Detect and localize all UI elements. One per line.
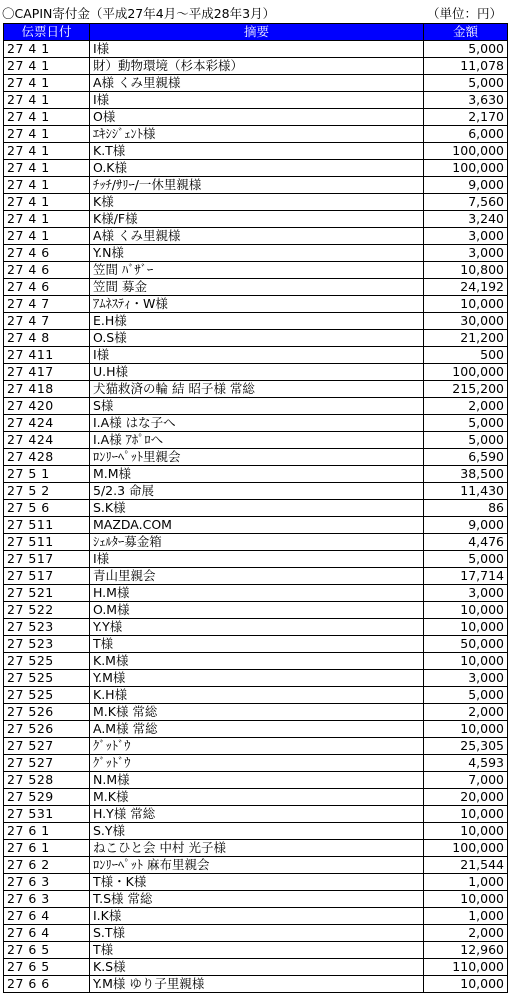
row-amount: 21,544: [424, 857, 508, 874]
row-date: 27 525: [4, 687, 90, 704]
row-date: 27 4 6: [4, 262, 90, 279]
table-row: [4, 704, 508, 721]
row-amount: 21,200: [424, 330, 508, 347]
row-amount: 1,000: [424, 908, 508, 925]
row-description: M.K様: [90, 789, 424, 806]
row-description: ｱﾑﾈｽﾃｨ・W様: [90, 296, 424, 313]
table-row: [4, 313, 508, 330]
table-row: [4, 908, 508, 925]
table-row: [4, 381, 508, 398]
row-date: 27 6 5: [4, 942, 90, 959]
row-description: Y.N様: [90, 245, 424, 262]
table-row: [4, 58, 508, 75]
table-row: [4, 823, 508, 840]
row-amount: 3,000: [424, 585, 508, 602]
row-amount: 2,000: [424, 398, 508, 415]
row-description: T様・K様: [90, 874, 424, 891]
table-row: [4, 398, 508, 415]
row-description: K様/F様: [90, 211, 424, 228]
row-description: K様: [90, 194, 424, 211]
table-row: [4, 228, 508, 245]
table-row: [4, 925, 508, 942]
row-description: O.M様: [90, 602, 424, 619]
row-amount: 110,000: [424, 959, 508, 976]
row-date: 27 5 1: [4, 466, 90, 483]
table-row: [4, 126, 508, 143]
row-date: 27 4 7: [4, 296, 90, 313]
table-row: [4, 789, 508, 806]
row-amount: 5,000: [424, 75, 508, 92]
header-row: [4, 24, 508, 41]
table-row: [4, 687, 508, 704]
table-row: [4, 755, 508, 772]
row-amount: 10,000: [424, 721, 508, 738]
table-row: [4, 670, 508, 687]
row-description: ｸﾞｯﾄﾞｳ: [90, 738, 424, 755]
unit-label: （単位：円）: [426, 6, 502, 21]
row-date: 27 528: [4, 772, 90, 789]
row-amount: 2,170: [424, 109, 508, 126]
table-row: [4, 262, 508, 279]
row-amount: 7,560: [424, 194, 508, 211]
table-row: [4, 976, 508, 993]
row-amount: 50,000: [424, 636, 508, 653]
row-description: K.H様: [90, 687, 424, 704]
row-description: I様: [90, 92, 424, 109]
table-row: [4, 330, 508, 347]
row-description: T様: [90, 636, 424, 653]
table-row: [4, 41, 508, 58]
table-row: [4, 636, 508, 653]
row-description: 笠間 ﾊﾞｻﾞｰ: [90, 262, 424, 279]
table-row: [4, 143, 508, 160]
row-date: 27 523: [4, 636, 90, 653]
column-header-amount: 金額: [424, 24, 508, 41]
row-amount: 6,000: [424, 126, 508, 143]
row-date: 27 525: [4, 653, 90, 670]
row-date: 27 517: [4, 551, 90, 568]
row-date: 27 517: [4, 568, 90, 585]
row-description: MAZDA.COM: [90, 517, 424, 534]
row-date: 27 521: [4, 585, 90, 602]
row-date: 27 4 1: [4, 194, 90, 211]
row-date: 27 420: [4, 398, 90, 415]
row-description: ｼｪﾙﾀｰ募金箱: [90, 534, 424, 551]
row-description: H.Y様 常総: [90, 806, 424, 823]
row-amount: 10,000: [424, 653, 508, 670]
row-amount: 38,500: [424, 466, 508, 483]
row-date: 27 4 6: [4, 279, 90, 296]
row-date: 27 4 6: [4, 245, 90, 262]
row-amount: 11,430: [424, 483, 508, 500]
table-row: [4, 942, 508, 959]
table-row: [4, 517, 508, 534]
row-description: I様: [90, 551, 424, 568]
row-amount: 10,000: [424, 976, 508, 993]
row-date: 27 511: [4, 517, 90, 534]
table-row: [4, 959, 508, 976]
row-description: M.M様: [90, 466, 424, 483]
row-amount: 20,000: [424, 789, 508, 806]
row-description: O.K様: [90, 160, 424, 177]
table-row: [4, 874, 508, 891]
row-description: S様: [90, 398, 424, 415]
row-date: 27 523: [4, 619, 90, 636]
row-description: Y.M様 ゆり子里親様: [90, 976, 424, 993]
row-amount: 10,000: [424, 296, 508, 313]
table-row: [4, 432, 508, 449]
row-date: 27 428: [4, 449, 90, 466]
row-amount: 100,000: [424, 364, 508, 381]
table-row: [4, 806, 508, 823]
row-date: 27 4 1: [4, 228, 90, 245]
row-amount: 3,000: [424, 228, 508, 245]
table-row: [4, 364, 508, 381]
table-row: [4, 483, 508, 500]
table-row: [4, 840, 508, 857]
row-date: 27 5 2: [4, 483, 90, 500]
row-amount: 25,305: [424, 738, 508, 755]
row-amount: 9,000: [424, 177, 508, 194]
row-date: 27 6 3: [4, 874, 90, 891]
row-description: O様: [90, 109, 424, 126]
title-row: [0, 6, 510, 22]
row-description: 犬猫救済の輪 結 昭子様 常総: [90, 381, 424, 398]
row-description: I様: [90, 347, 424, 364]
table-row: [4, 177, 508, 194]
row-amount: 5,000: [424, 432, 508, 449]
row-description: M.K様 常総: [90, 704, 424, 721]
row-amount: 10,000: [424, 602, 508, 619]
row-date: 27 6 1: [4, 840, 90, 857]
row-description: A様 くみ里親様: [90, 75, 424, 92]
row-description: K.S様: [90, 959, 424, 976]
table-row: [4, 619, 508, 636]
table-row: [4, 500, 508, 517]
row-description: S.Y様: [90, 823, 424, 840]
row-amount: 2,000: [424, 704, 508, 721]
row-description: T.S様 常総: [90, 891, 424, 908]
sheet-title: 〇CAPIN寄付金（平成27年4月～平成28年3月）: [2, 6, 276, 21]
row-amount: 86: [424, 500, 508, 517]
row-amount: 10,000: [424, 823, 508, 840]
row-amount: 5,000: [424, 687, 508, 704]
row-description: ﾛﾝﾘｰﾍﾟｯﾄ里親会: [90, 449, 424, 466]
row-date: 27 4 1: [4, 92, 90, 109]
row-date: 27 4 1: [4, 58, 90, 75]
row-amount: 4,593: [424, 755, 508, 772]
row-date: 27 4 1: [4, 143, 90, 160]
row-amount: 11,078: [424, 58, 508, 75]
table-row: [4, 738, 508, 755]
table-row: [4, 891, 508, 908]
row-description: 笠間 募金: [90, 279, 424, 296]
row-date: 27 4 1: [4, 109, 90, 126]
row-description: U.H様: [90, 364, 424, 381]
row-date: 27 527: [4, 738, 90, 755]
table-row: [4, 109, 508, 126]
row-date: 27 525: [4, 670, 90, 687]
table-row: [4, 347, 508, 364]
row-description: K.M様: [90, 653, 424, 670]
row-amount: 5,000: [424, 415, 508, 432]
row-date: 27 4 1: [4, 177, 90, 194]
row-amount: 1,000: [424, 874, 508, 891]
row-amount: 500: [424, 347, 508, 364]
row-description: S.T様: [90, 925, 424, 942]
row-description: I.A様 ｱﾎﾟﾛへ: [90, 432, 424, 449]
table-row: [4, 75, 508, 92]
row-amount: 10,000: [424, 806, 508, 823]
table-row: [4, 551, 508, 568]
row-date: 27 418: [4, 381, 90, 398]
row-date: 27 526: [4, 704, 90, 721]
table-row: [4, 568, 508, 585]
row-date: 27 6 4: [4, 908, 90, 925]
row-date: 27 4 7: [4, 313, 90, 330]
row-amount: 3,630: [424, 92, 508, 109]
row-description: 財）動物環境（杉本彩様）: [90, 58, 424, 75]
row-amount: 100,000: [424, 160, 508, 177]
row-date: 27 6 4: [4, 925, 90, 942]
table-row: [4, 534, 508, 551]
table-row: [4, 279, 508, 296]
row-amount: 5,000: [424, 551, 508, 568]
row-description: ﾁｯﾁ/ｻﾘｰ/一休里親様: [90, 177, 424, 194]
row-description: Y.M様: [90, 670, 424, 687]
row-description: ﾛﾝﾘｰﾍﾟｯﾄ 麻布里親会: [90, 857, 424, 874]
row-date: 27 526: [4, 721, 90, 738]
table-row: [4, 585, 508, 602]
row-date: 27 6 6: [4, 976, 90, 993]
row-description: 5/2.3 命展: [90, 483, 424, 500]
table-row: [4, 415, 508, 432]
table-row: [4, 92, 508, 109]
row-date: 27 4 1: [4, 211, 90, 228]
row-date: 27 4 1: [4, 75, 90, 92]
row-description: Y.Y様: [90, 619, 424, 636]
row-date: 27 5 6: [4, 500, 90, 517]
row-date: 27 531: [4, 806, 90, 823]
row-date: 27 522: [4, 602, 90, 619]
row-amount: 100,000: [424, 840, 508, 857]
row-amount: 7,000: [424, 772, 508, 789]
column-header-description: 摘要: [90, 24, 424, 41]
row-amount: 100,000: [424, 143, 508, 160]
row-amount: 4,476: [424, 534, 508, 551]
table-row: [4, 160, 508, 177]
table-row: [4, 245, 508, 262]
row-description: K.T様: [90, 143, 424, 160]
table-row: [4, 211, 508, 228]
row-date: 27 529: [4, 789, 90, 806]
row-amount: 6,590: [424, 449, 508, 466]
row-description: N.M様: [90, 772, 424, 789]
row-description: S.K様: [90, 500, 424, 517]
row-description: ｸﾞｯﾄﾞｳ: [90, 755, 424, 772]
row-date: 27 6 5: [4, 959, 90, 976]
table-row: [4, 466, 508, 483]
row-description: A様 くみ里親様: [90, 228, 424, 245]
row-date: 27 511: [4, 534, 90, 551]
row-amount: 3,000: [424, 670, 508, 687]
column-header-date: 伝票日付: [4, 24, 90, 41]
row-date: 27 4 1: [4, 160, 90, 177]
table-row: [4, 602, 508, 619]
row-amount: 3,000: [424, 245, 508, 262]
table-row: [4, 449, 508, 466]
row-date: 27 4 1: [4, 126, 90, 143]
row-amount: 5,000: [424, 41, 508, 58]
row-amount: 12,960: [424, 942, 508, 959]
row-amount: 3,240: [424, 211, 508, 228]
row-description: O.S様: [90, 330, 424, 347]
row-date: 27 6 1: [4, 823, 90, 840]
row-date: 27 424: [4, 432, 90, 449]
row-date: 27 424: [4, 415, 90, 432]
row-date: 27 4 8: [4, 330, 90, 347]
row-amount: 9,000: [424, 517, 508, 534]
row-description: I.K様: [90, 908, 424, 925]
table-body: [4, 41, 508, 993]
row-description: T様: [90, 942, 424, 959]
row-date: 27 411: [4, 347, 90, 364]
table-row: [4, 721, 508, 738]
table-row: [4, 857, 508, 874]
row-amount: 24,192: [424, 279, 508, 296]
row-date: 27 417: [4, 364, 90, 381]
row-date: 27 6 2: [4, 857, 90, 874]
row-amount: 30,000: [424, 313, 508, 330]
row-amount: 10,000: [424, 891, 508, 908]
row-date: 27 6 3: [4, 891, 90, 908]
row-description: ねこひと会 中村 光子様: [90, 840, 424, 857]
row-description: ｴｷｼｼﾞｪﾝﾄ様: [90, 126, 424, 143]
row-amount: 10,000: [424, 619, 508, 636]
table-row: [4, 296, 508, 313]
table-row: [4, 653, 508, 670]
row-description: E.H様: [90, 313, 424, 330]
row-description: H.M様: [90, 585, 424, 602]
row-amount: 215,200: [424, 381, 508, 398]
row-amount: 17,714: [424, 568, 508, 585]
row-date: 27 4 1: [4, 41, 90, 58]
donation-table: [3, 23, 508, 993]
row-description: 青山里親会: [90, 568, 424, 585]
row-amount: 10,800: [424, 262, 508, 279]
row-date: 27 527: [4, 755, 90, 772]
row-description: A.M様 常総: [90, 721, 424, 738]
row-description: I.A様 はな子へ: [90, 415, 424, 432]
row-amount: 2,000: [424, 925, 508, 942]
row-description: I様: [90, 41, 424, 58]
table-row: [4, 772, 508, 789]
table-row: [4, 194, 508, 211]
